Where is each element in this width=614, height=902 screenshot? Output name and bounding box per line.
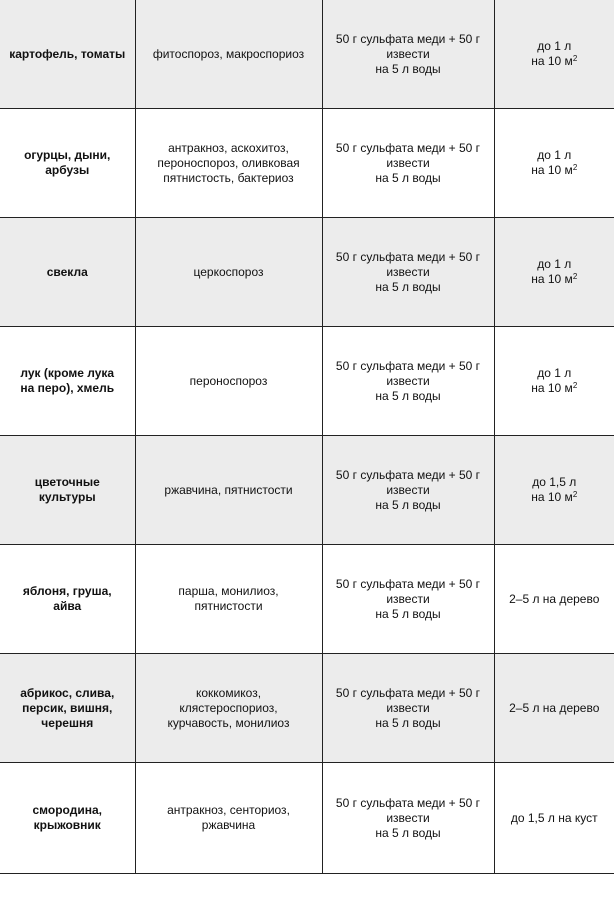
solution-line xyxy=(329,796,488,811)
rate-line xyxy=(501,148,609,163)
crop-line xyxy=(6,47,129,62)
solution-cell xyxy=(322,763,494,874)
solution-cell xyxy=(322,654,494,763)
crop-line xyxy=(6,490,129,505)
rate-text: на 10 м xyxy=(531,490,573,504)
rate-line xyxy=(501,490,609,505)
diseases-line xyxy=(142,171,316,186)
solution-line xyxy=(329,468,488,483)
rate-cell xyxy=(494,327,614,436)
crop-text: свекла xyxy=(46,264,88,279)
rate-unit-superscript: 2 xyxy=(572,272,578,281)
solution-line xyxy=(329,826,488,841)
solution-text: на 5 л воды xyxy=(375,279,441,294)
table-row xyxy=(0,763,614,874)
solution-text: 50 г сульфата меди + 50 г xyxy=(335,249,481,264)
diseases-line xyxy=(142,803,316,818)
solution-line xyxy=(329,171,488,186)
crop-text: смородина, xyxy=(32,803,102,817)
crop-line xyxy=(6,701,129,716)
solution-text: 50 г сульфата меди + 50 г xyxy=(335,685,481,700)
solution-text: на 5 л воды xyxy=(375,825,441,840)
rate-text: до 1,5 л xyxy=(532,475,577,489)
rate-cell xyxy=(494,545,614,654)
diseases-text: антракноз, аскохитоз, xyxy=(168,140,289,155)
crop-text: на перо), хмель xyxy=(20,381,115,395)
solution-text: 50 г сульфата меди + 50 г xyxy=(335,31,481,46)
solution-text: извести xyxy=(386,700,430,715)
rate-unit-superscript: 2 xyxy=(572,490,578,499)
diseases-cell xyxy=(135,654,322,763)
solution-line xyxy=(329,389,488,404)
solution-text: извести xyxy=(386,155,430,170)
diseases-line xyxy=(142,818,316,833)
solution-cell xyxy=(322,327,494,436)
crop-line xyxy=(6,163,129,178)
crop-text: арбузы xyxy=(45,163,90,177)
diseases-line xyxy=(142,374,316,389)
diseases-text: курчавость, монилиоз xyxy=(167,715,290,730)
crop-text: цветочные xyxy=(34,475,100,489)
diseases-line xyxy=(142,141,316,156)
rate-line xyxy=(501,272,609,287)
rate-text: до 1 л xyxy=(537,257,572,271)
crop-text: яблоня, груша, xyxy=(22,584,112,598)
diseases-line xyxy=(142,47,316,62)
solution-line xyxy=(329,141,488,156)
solution-cell xyxy=(322,218,494,327)
crop-line xyxy=(6,366,129,381)
solution-cell xyxy=(322,436,494,545)
solution-line xyxy=(329,716,488,731)
solution-text: извести xyxy=(386,264,430,279)
diseases-cell xyxy=(135,763,322,874)
rate-line xyxy=(501,257,609,272)
solution-line xyxy=(329,701,488,716)
solution-text: 50 г сульфата меди + 50 г xyxy=(335,358,481,373)
solution-line xyxy=(329,607,488,622)
rate-text: до 1 л xyxy=(537,39,572,53)
diseases-text: пятнистость, бактериоз xyxy=(163,170,294,185)
crop-text: персик, вишня, xyxy=(22,700,113,715)
rate-text: до 1 л xyxy=(537,366,572,380)
crop-text: абрикос, слива, xyxy=(20,685,115,700)
diseases-text: фитоспороз, макроспориоз xyxy=(152,46,305,61)
diseases-text: пероноспороз xyxy=(189,373,268,388)
solution-line xyxy=(329,483,488,498)
rate-text: до 1,5 л на куст xyxy=(510,810,598,825)
table-row xyxy=(0,545,614,654)
solution-text: 50 г сульфата меди + 50 г xyxy=(335,467,481,482)
diseases-cell xyxy=(135,218,322,327)
solution-text: 50 г сульфата меди + 50 г xyxy=(335,140,481,155)
diseases-text: пятнистости xyxy=(194,599,263,613)
crop-text: культуры xyxy=(38,490,96,504)
crop-line xyxy=(6,475,129,490)
crop-line xyxy=(6,716,129,731)
diseases-text: пероноспороз, оливковая xyxy=(157,155,300,170)
rate-unit-superscript: 2 xyxy=(572,381,578,390)
diseases-text: антракноз, сенториоз, xyxy=(167,803,290,817)
solution-line xyxy=(329,156,488,171)
rate-line xyxy=(501,381,609,396)
diseases-line xyxy=(142,701,316,716)
crop-line xyxy=(6,599,129,614)
solution-line xyxy=(329,265,488,280)
crop-cell xyxy=(0,763,135,874)
crop-line xyxy=(6,686,129,701)
solution-text: извести xyxy=(386,591,430,606)
solution-text: 50 г сульфата меди + 50 г xyxy=(335,576,481,591)
solution-text: на 5 л воды xyxy=(375,606,441,621)
solution-text: на 5 л воды xyxy=(375,388,441,403)
rate-text: 2–5 л на дерево xyxy=(509,591,600,606)
solution-text: извести xyxy=(386,482,430,497)
crop-line xyxy=(6,584,129,599)
diseases-text: ржавчина xyxy=(201,818,256,832)
crop-text: огурцы, дыни, xyxy=(24,148,111,162)
table-row xyxy=(0,218,614,327)
solution-text: на 5 л воды xyxy=(375,715,441,730)
solution-cell xyxy=(322,0,494,109)
diseases-text: коккомикоз, xyxy=(195,685,262,700)
solution-text: на 5 л воды xyxy=(375,61,441,76)
diseases-text: ржавчина, пятнистости xyxy=(164,482,293,497)
solution-line xyxy=(329,250,488,265)
solution-line xyxy=(329,374,488,389)
rate-line xyxy=(501,592,609,607)
solution-text: на 5 л воды xyxy=(375,170,441,185)
solution-cell xyxy=(322,545,494,654)
crop-line xyxy=(6,265,129,280)
diseases-text: парша, монилиоз, xyxy=(178,584,279,598)
rate-cell xyxy=(494,109,614,218)
rate-text: на 10 м xyxy=(531,381,573,395)
solution-text: извести xyxy=(386,46,430,61)
diseases-line xyxy=(142,265,316,280)
rate-unit-superscript: 2 xyxy=(572,163,578,172)
diseases-cell xyxy=(135,545,322,654)
table-row xyxy=(0,436,614,545)
crop-line xyxy=(6,818,129,833)
rate-line xyxy=(501,366,609,381)
crop-cell xyxy=(0,109,135,218)
solution-cell xyxy=(322,109,494,218)
crop-text: черешня xyxy=(41,715,94,730)
diseases-text: клястероспориоз, xyxy=(179,700,278,715)
rate-cell xyxy=(494,654,614,763)
rate-line xyxy=(501,701,609,716)
crop-cell xyxy=(0,218,135,327)
rate-line xyxy=(501,39,609,54)
rate-text: на 10 м xyxy=(531,163,573,177)
solution-text: извести xyxy=(386,810,430,825)
diseases-line xyxy=(142,686,316,701)
diseases-line xyxy=(142,584,316,599)
solution-line xyxy=(329,32,488,47)
crop-text: лук (кроме лука xyxy=(20,366,115,380)
table-row xyxy=(0,0,614,109)
crop-cell xyxy=(0,436,135,545)
solution-line xyxy=(329,62,488,77)
rate-text: на 10 м xyxy=(531,54,573,68)
crop-cell xyxy=(0,0,135,109)
crop-line xyxy=(6,381,129,396)
crop-cell xyxy=(0,545,135,654)
rate-cell xyxy=(494,763,614,874)
rate-line xyxy=(501,163,609,178)
rate-line xyxy=(501,54,609,69)
solution-line xyxy=(329,359,488,374)
solution-line xyxy=(329,592,488,607)
crop-text: крыжовник xyxy=(33,818,101,832)
table-row xyxy=(0,654,614,763)
rate-text: 2–5 л на дерево xyxy=(509,700,600,715)
rate-cell xyxy=(494,436,614,545)
solution-text: извести xyxy=(386,373,430,388)
diseases-cell xyxy=(135,109,322,218)
diseases-line xyxy=(142,483,316,498)
crop-line xyxy=(6,148,129,163)
solution-text: 50 г сульфата меди + 50 г xyxy=(335,795,481,810)
diseases-line xyxy=(142,716,316,731)
solution-line xyxy=(329,577,488,592)
solution-line xyxy=(329,811,488,826)
solution-line xyxy=(329,280,488,295)
table-row xyxy=(0,109,614,218)
diseases-line xyxy=(142,156,316,171)
rate-text: на 10 м xyxy=(531,272,573,286)
rate-cell xyxy=(494,218,614,327)
diseases-cell xyxy=(135,436,322,545)
solution-text: на 5 л воды xyxy=(375,497,441,512)
table-row xyxy=(0,327,614,436)
rate-line xyxy=(501,475,609,490)
rate-line xyxy=(501,811,609,826)
crop-line xyxy=(6,803,129,818)
solution-line xyxy=(329,686,488,701)
diseases-line xyxy=(142,599,316,614)
crop-text: картофель, томаты xyxy=(9,46,126,61)
diseases-text: церкоспороз xyxy=(193,264,264,279)
crop-cell xyxy=(0,654,135,763)
rate-unit-superscript: 2 xyxy=(572,54,578,63)
solution-line xyxy=(329,47,488,62)
diseases-cell xyxy=(135,327,322,436)
crop-cell xyxy=(0,327,135,436)
diseases-cell xyxy=(135,0,322,109)
crop-text: айва xyxy=(53,599,82,613)
rate-text: до 1 л xyxy=(537,148,572,162)
rate-cell xyxy=(494,0,614,109)
solution-line xyxy=(329,498,488,513)
